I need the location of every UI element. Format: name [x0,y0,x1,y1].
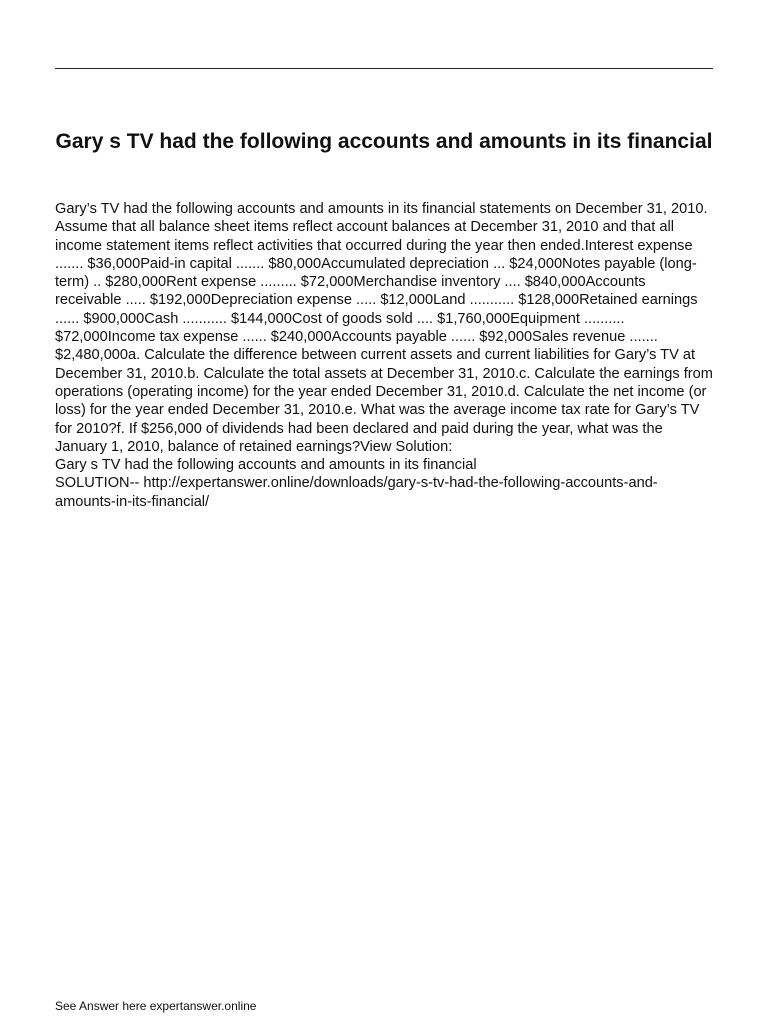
solution-title-line: Gary s TV had the following accounts and amounts in its financial [55,457,477,474]
footer-answer-link[interactable]: See Answer here expertanswer.online [55,999,257,1013]
solution-link[interactable]: SOLUTION-- http://expertanswer.online/downloads/gary-s-tv-had-the-following-accounts-and-amounts-in-its-financial/ [55,475,658,510]
header-divider [55,68,713,69]
page-title: Gary s TV had the following accounts and amounts in its financial [55,130,713,153]
document-body [55,200,715,511]
problem-paragraph: Gary’s TV had the following accounts and amounts in its financial statements on December 31, 2010. Assume that all balance sheet items reflect account balances at December 31, 2010 and that all income statement items reflect activities that occurred during the year then ended.Interest expense ....... $36,000Paid-in capital ....... $80,000Accumulated depreciation ... $24,000Notes payable (long-term) .. $280,000Rent expense ......... $72,000Merchandise inventory .... $840,000Accounts receivable ..... $192,000Depreciation expense ..... $12,000Land ........... $128,000Retained earnings ...... $900,000Cash ........... $144,000Cost of goods sold .... $1,760,000Equipment .......... $72,000Income tax expense ...... $240,000Accounts payable ...... $92,000Sales revenue ....... $2,480,000a. Calculate the difference between current assets and current liabilities for Gary’s TV at December 31, 2010.b. Calculate the total assets at December 31, 2010.c. Calculate the earnings from operations (operating income) for the year ended December 31, 2010.d. Calculate the net income (or loss) for the year ended December 31, 2010.e. What was the average income tax rate for Gary’s TV for 2010?f. If $256,000 of dividends had been declared and paid during the year, what was the January 1, 2010, balance of retained earnings?View Solution: [55,201,713,455]
